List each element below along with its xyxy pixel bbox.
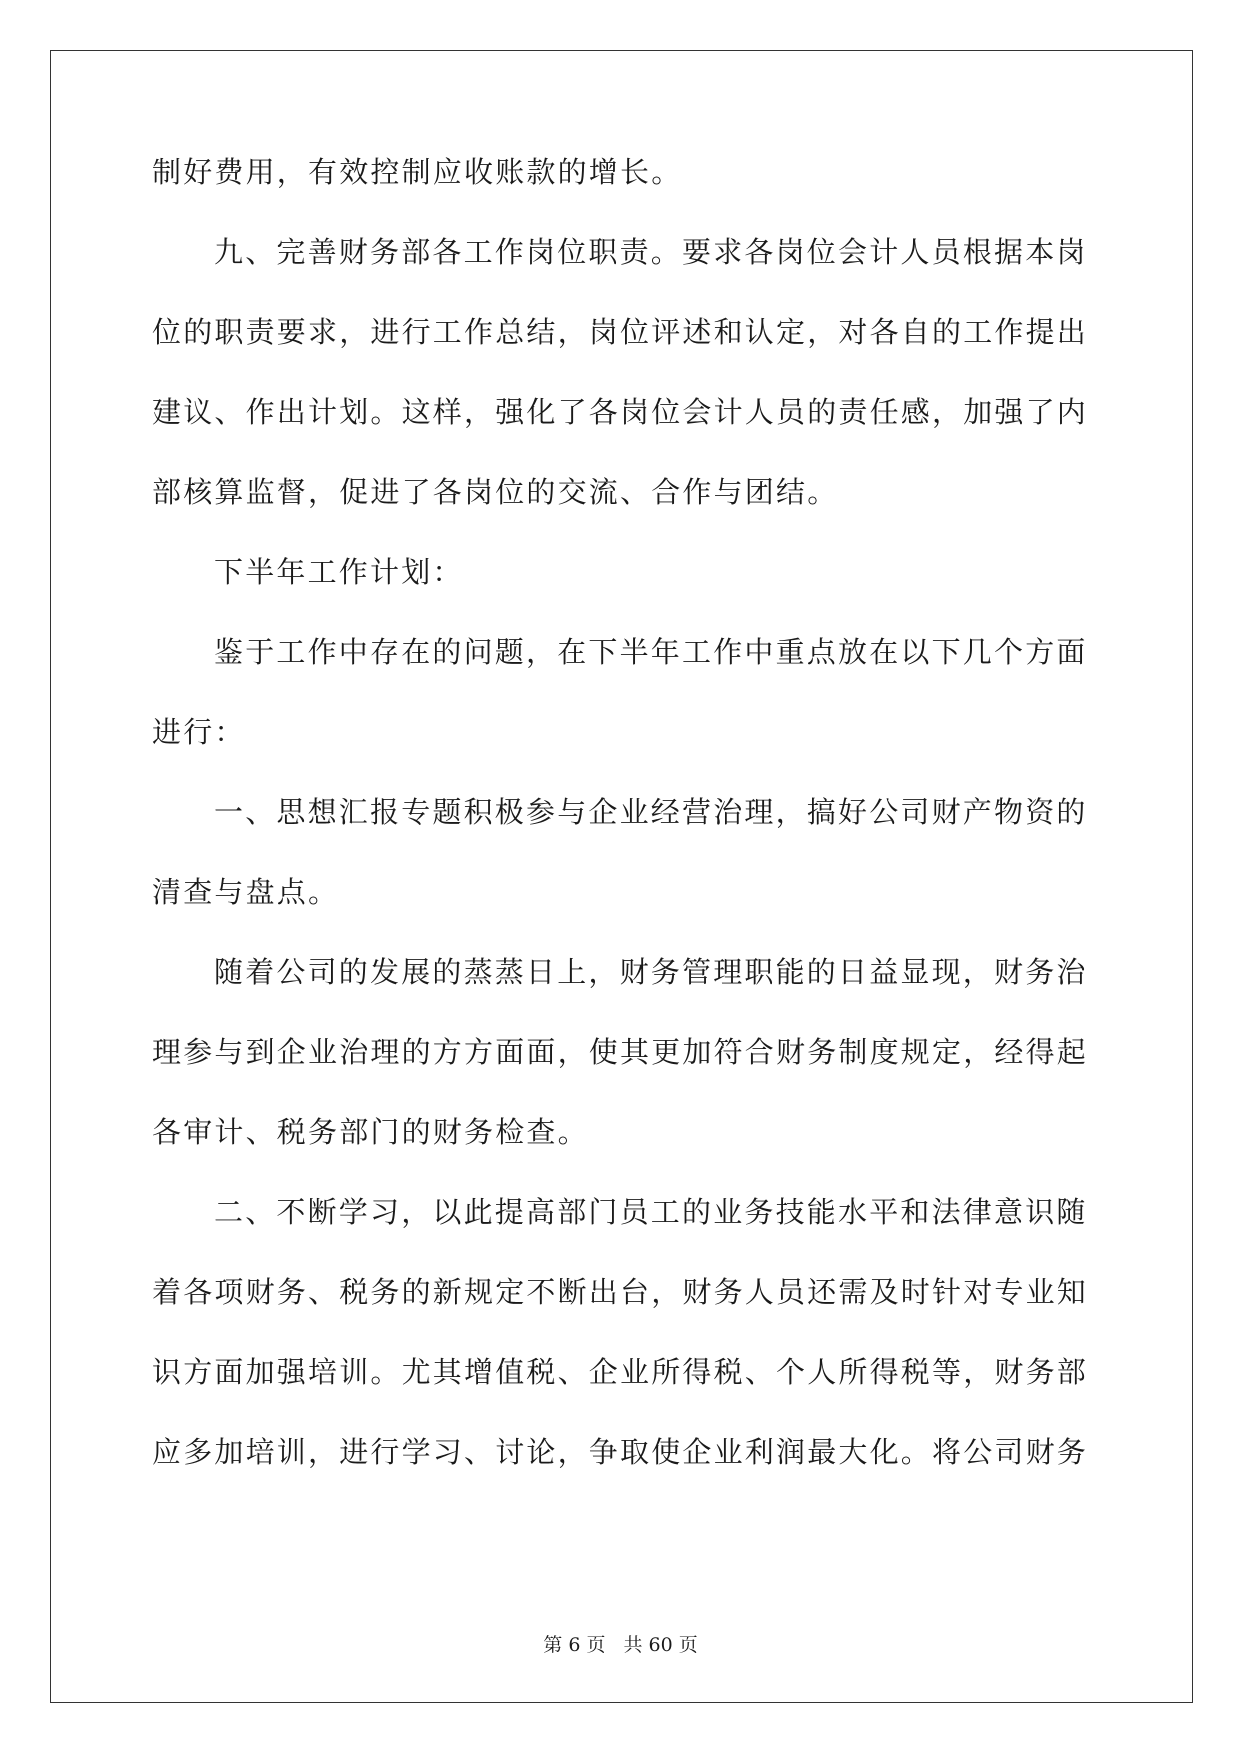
page-footer xyxy=(0,1630,1241,1657)
page-number: 第 6 页 xyxy=(543,1634,606,1656)
text-line: 下半年工作计划： xyxy=(214,555,464,589)
text-line: 制好费用，有效控制应收账款的增长。 xyxy=(152,155,683,189)
text-line: 鉴于工作中存在的问题，在下半年工作中重点放在以下几个方面 xyxy=(214,635,1088,669)
text-line: 随着公司的发展的蒸蒸日上，财务管理职能的日益显现，财务治 xyxy=(214,955,1088,989)
text-line: 各审计、税务部门的财务检查。 xyxy=(152,1115,589,1149)
text-line: 一、思想汇报专题积极参与企业经营治理，搞好公司财产物资的 xyxy=(214,795,1088,829)
text-line: 二、不断学习，以此提高部门员工的业务技能水平和法律意识随 xyxy=(214,1195,1088,1229)
text-line: 清查与盘点。 xyxy=(152,875,340,909)
text-line: 建议、作出计划。这样，强化了各岗位会计人员的责任感，加强了内 xyxy=(152,395,1089,429)
text-line: 进行： xyxy=(152,715,246,749)
text-line: 识方面加强培训。尤其增值税、企业所得税、个人所得税等，财务部 xyxy=(152,1355,1089,1389)
text-line: 理参与到企业治理的方方面面，使其更加符合财务制度规定，经得起 xyxy=(152,1035,1089,1069)
text-line: 部核算监督，促进了各岗位的交流、合作与团结。 xyxy=(152,475,839,509)
page-total: 共 60 页 xyxy=(623,1634,698,1656)
text-line: 九、完善财务部各工作岗位职责。要求各岗位会计人员根据本岗 xyxy=(214,235,1088,269)
text-line: 应多加培训，进行学习、讨论，争取使企业利润最大化。将公司财务 xyxy=(152,1435,1089,1469)
text-line: 位的职责要求，进行工作总结，岗位评述和认定，对各自的工作提出 xyxy=(152,315,1089,349)
text-line: 着各项财务、税务的新规定不断出台，财务人员还需及时针对专业知 xyxy=(152,1275,1089,1309)
